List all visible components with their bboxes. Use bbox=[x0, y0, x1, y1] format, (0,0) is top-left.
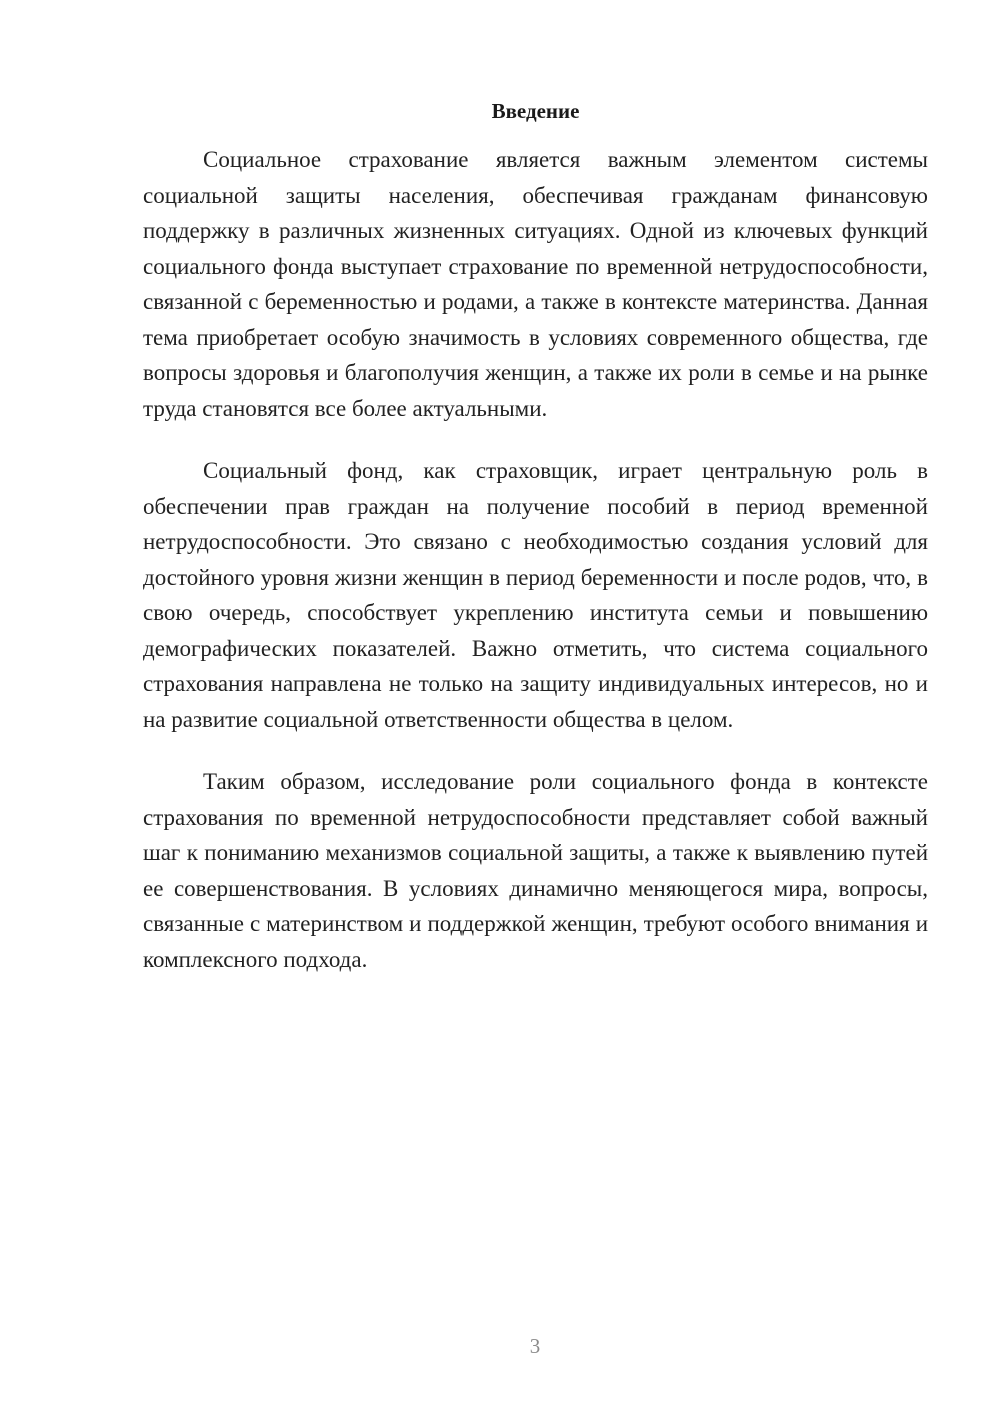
paragraph-3: Таким образом, исследование роли социального фонда в контексте страхования по временной нетрудоспособности представляет собой важный шаг к пониманию механизмов социальной защиты, а также к выявлению путей ее совершенствования. В условиях динамично меняющегося мира, вопросы, связанные с материнством и поддержкой женщин, требуют особого внимания и комплексного подхода. bbox=[143, 769, 928, 972]
page-number: 3 bbox=[529, 1334, 541, 1358]
paragraph-1: Социальное страхование является важным элементом системы социальной защиты населения, обеспечивая гражданам финансовую поддержку в различных жизненных ситуациях. Одной из ключевых функций социального фонда выступает страхование по временной нетрудоспособности, связанной с беременностью и родами, а также в контексте материнства. Данная тема приобретает особую значимость в условиях современного общества, где вопросы здоровья и благополучия женщин, а также их роли в семье и на рынке труда становятся все более актуальными. bbox=[143, 147, 928, 421]
section-heading: Введение bbox=[491, 99, 580, 123]
body-text bbox=[143, 142, 928, 977]
paragraph-2: Социальный фонд, как страховщик, играет центральную роль в обеспечении прав граждан на получение пособий в период временной нетрудоспособности. Это связано с необходимостью создания условий для достойного уровня жизни женщин в период беременности и после родов, что, в свою очередь, способствует укреплению института семьи и повышению демографических показателей. Важно отметить, что система социального страхования направлена не только на защиту индивидуальных интересов, но и на развитие социальной ответственности общества в целом. bbox=[143, 458, 928, 732]
